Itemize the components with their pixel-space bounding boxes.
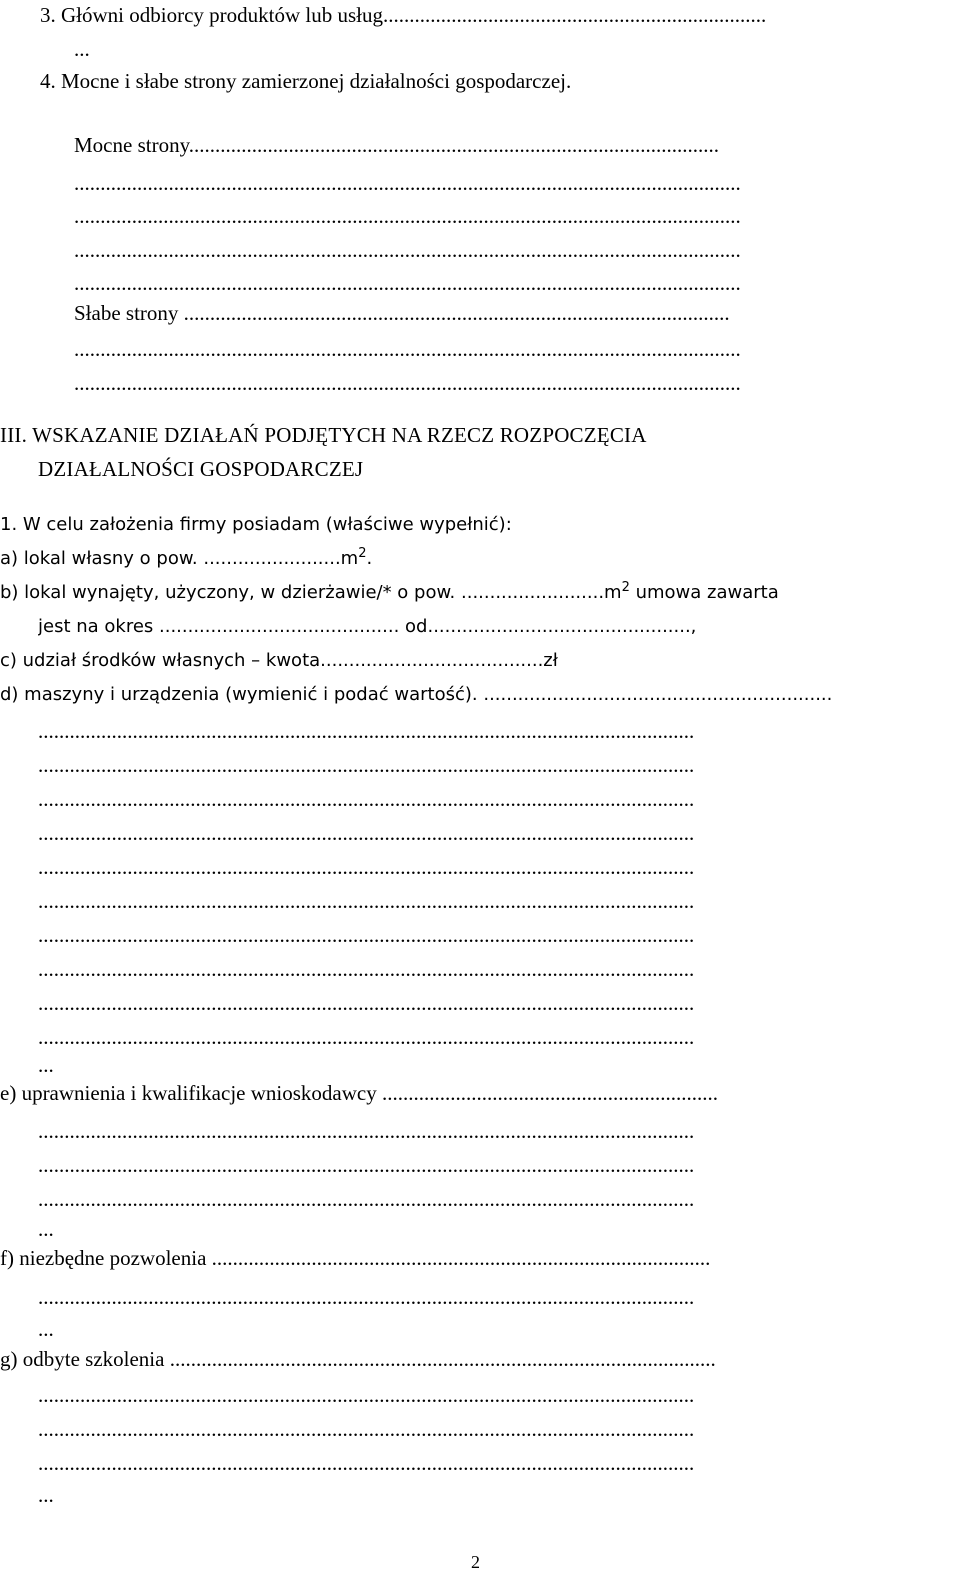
chapter-iii-heading-text-2: DZIAŁALNOŚCI GOSPODARCZEJ (38, 457, 364, 481)
item-e-line-2: ............................................................................................................................. (38, 1154, 695, 1177)
item-c-text: c) udział środków własnych – kwota.......................................zł (0, 650, 558, 671)
section-3-dots (74, 38, 954, 62)
strengths-label-text: Mocne strony..................................................................................................... (74, 133, 719, 157)
item-e-label-text: e) uprawnienia i kwalifikacje wnioskodawcy ................................................................ (0, 1081, 718, 1105)
item-d-line-4: ............................................................................................................................. (38, 822, 695, 845)
item-f-label-text: f) niezbędne pozwolenia ............................................................................................... (0, 1246, 711, 1270)
item-a-text: a) lokal własny o pow. ........................m (0, 548, 359, 569)
chapter-iii-heading-line-2 (38, 456, 938, 484)
weaknesses-label-text: Słabe strony ........................................................................................................ (74, 301, 730, 325)
item-b-line-2 (38, 614, 955, 642)
strengths-line-3: ............................................................................................................................... (74, 239, 741, 262)
item-d-line-5: ............................................................................................................................. (38, 856, 695, 879)
item-d-line-1: ............................................................................................................................. (38, 720, 695, 743)
item-f-line-2: ... (38, 1318, 54, 1341)
item-d-line-6: ............................................................................................................................. (38, 890, 695, 913)
item-d-line-7: ............................................................................................................................. (38, 924, 695, 947)
item-d-label-text: d) maszyny i urządzenia (wymienić i podać wartość). ............................................................. (0, 684, 833, 705)
item-b-line-1 (0, 580, 955, 608)
item-d-line-11: ... (38, 1054, 54, 1077)
item-e-line-3: ............................................................................................................................. (38, 1188, 695, 1211)
item-d-label (0, 682, 955, 710)
item-d-line-10: ............................................................................................................................. (38, 1026, 695, 1049)
strengths-label (74, 132, 940, 160)
section-3-dots-text: ... (74, 38, 90, 61)
item-g-line-3: ............................................................................................................................. (38, 1452, 695, 1475)
chapter-iii-heading-line-1 (0, 422, 955, 450)
item-a-line (0, 546, 955, 574)
item-d-line-8: ............................................................................................................................. (38, 958, 695, 981)
item-b-sup: 2 (621, 580, 630, 595)
item-g-label (0, 1346, 955, 1374)
item-f-line-1: ............................................................................................................................. (38, 1286, 695, 1309)
item-a-after: . (366, 548, 373, 569)
item-1-text: 1. W celu założenia firmy posiadam (właściwe wypełnić): (0, 514, 512, 535)
chapter-iii-heading-text-1: III. WSKAZANIE DZIAŁAŃ PODJĘTYCH NA RZECZ ROZPOCZĘCIA (0, 423, 647, 447)
item-e-line-1: ............................................................................................................................. (38, 1120, 695, 1143)
item-1-line (0, 512, 955, 540)
item-g-line-1: ............................................................................................................................. (38, 1384, 695, 1407)
strengths-line-2: ............................................................................................................................... (74, 205, 741, 228)
page-number: 2 (471, 1552, 480, 1572)
item-e-label (0, 1080, 955, 1108)
item-d-line-2: ............................................................................................................................. (38, 754, 695, 777)
item-a-sup: 2 (358, 546, 367, 561)
item-g-line-2: ............................................................................................................................. (38, 1418, 695, 1441)
item-b-text-2: jest na okres .......................................... od.............................................., (38, 616, 697, 637)
item-e-line-4: ... (38, 1218, 54, 1241)
item-c-line (0, 648, 955, 676)
item-g-line-4: ... (38, 1484, 54, 1507)
weaknesses-line-1: ............................................................................................................................... (74, 338, 741, 361)
section-3-line (40, 2, 955, 30)
section-4-text: 4. Mocne i słabe strony zamierzonej działalności gospodarczej. (40, 69, 572, 93)
strengths-line-4: ............................................................................................................................... (74, 272, 741, 295)
item-b-text-1: b) lokal wynajęty, użyczony, w dzierżawie/* o pow. .........................m (0, 582, 622, 603)
item-d-line-9: ............................................................................................................................. (38, 992, 695, 1015)
item-g-label-text: g) odbyte szkolenia ........................................................................................................ (0, 1347, 716, 1371)
item-b-after: umowa zawarta (629, 582, 779, 603)
section-4-line (40, 68, 955, 96)
item-d-line-3: ............................................................................................................................. (38, 788, 695, 811)
section-3-text: 3. Główni odbiorcy produktów lub usług......................................................................... (40, 3, 767, 27)
strengths-line-1: ............................................................................................................................... (74, 172, 741, 195)
item-f-label (0, 1245, 955, 1273)
weaknesses-label (74, 300, 954, 328)
weaknesses-line-2: ............................................................................................................................... (74, 372, 741, 395)
